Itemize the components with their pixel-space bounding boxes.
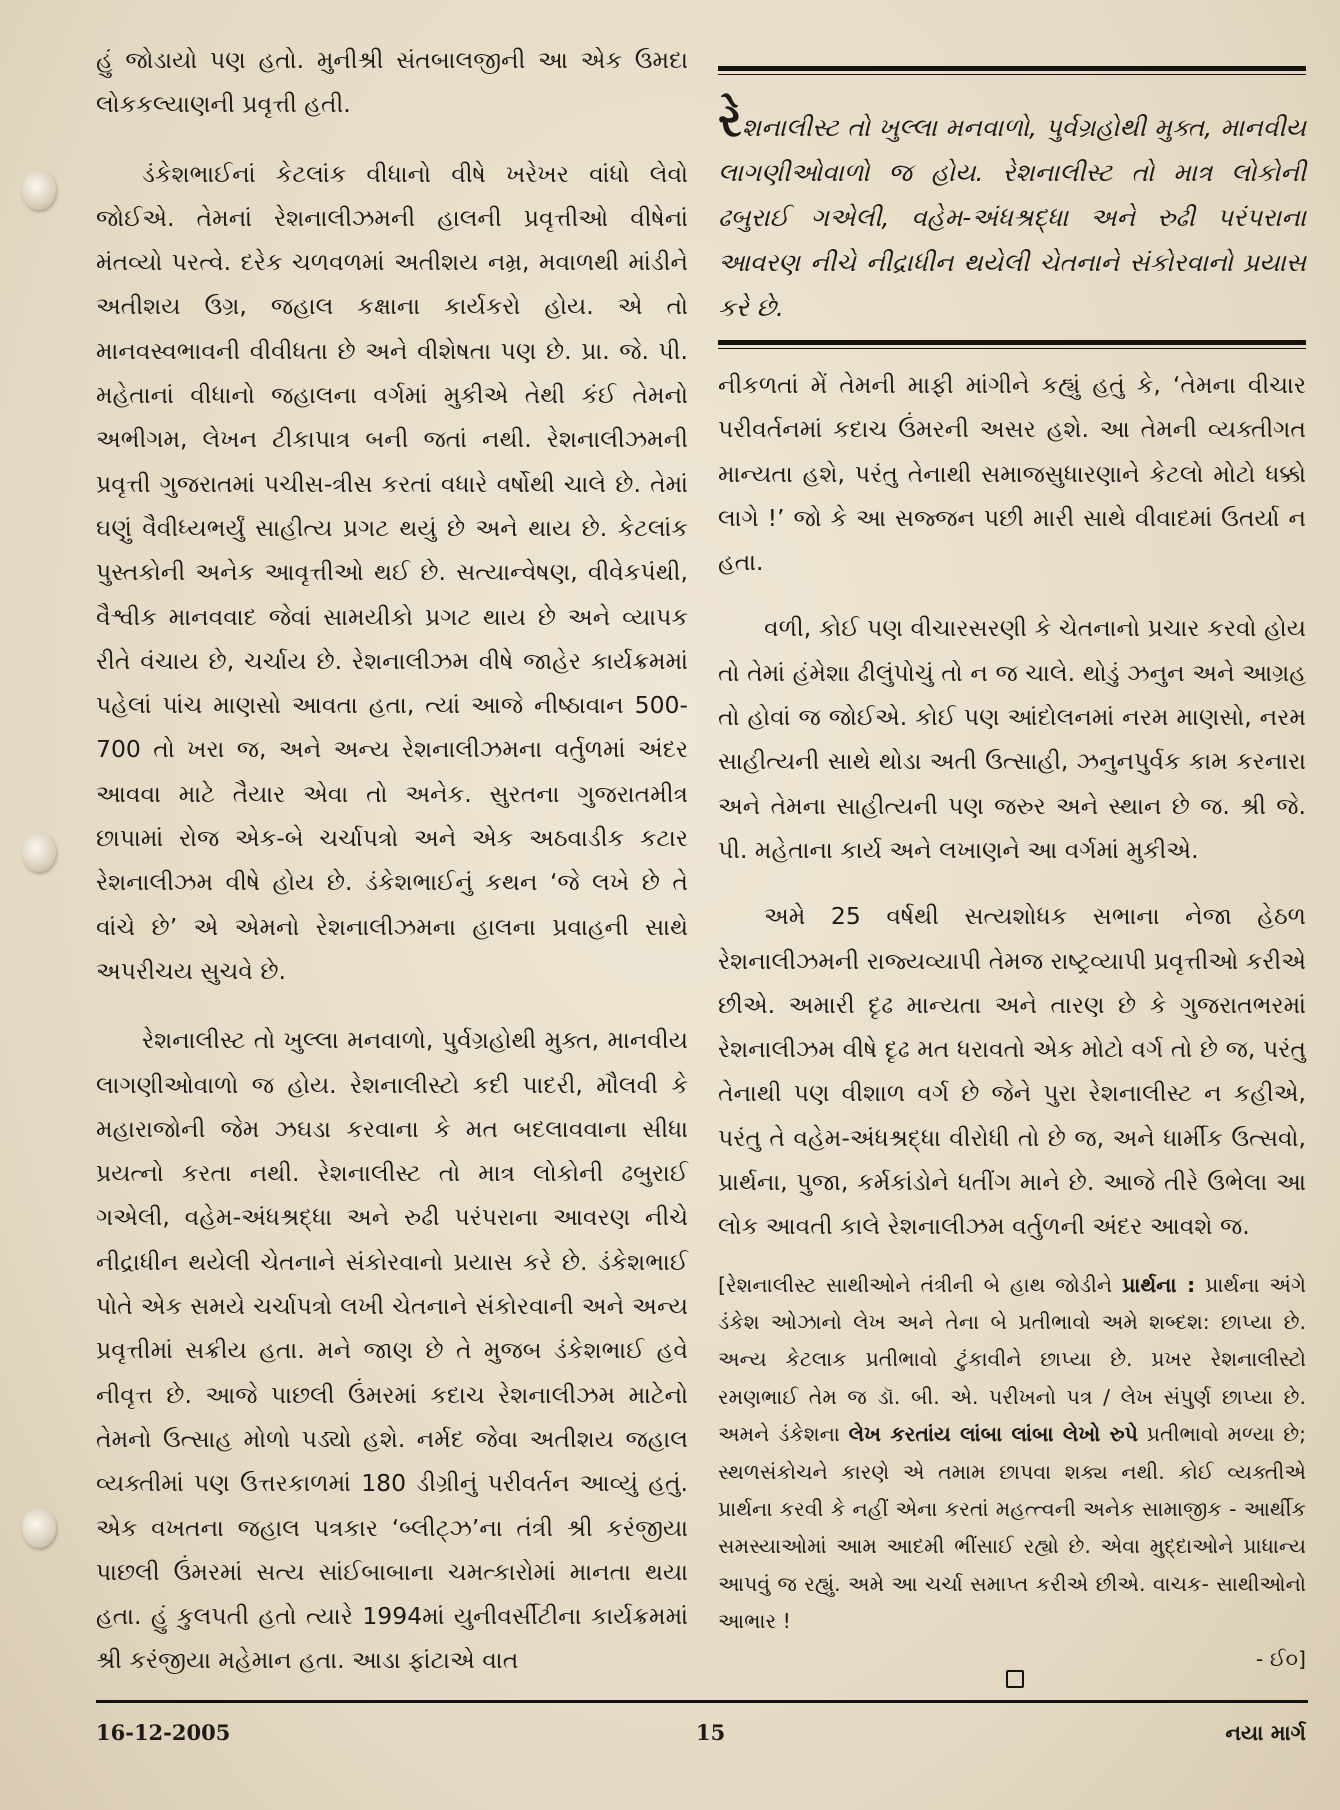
paragraph: રેશનાલીસ્ટ તો ખુલ્લા મનવાળો, પુર્વગ્રહોથી મુક્ત, માનવીય લાગણીઓવાળો જ હોય. રેશનાલીસ્ટો કદી પાદરી, મૌલવી કે મહારાજોની જેમ ઝઘડા કરવાના કે મત બદલાવવાના સીધા પ્રયત્નો કરતા નથી. રેશનાલીસ્ટ તો માત્ર લોકોની ઢબુરાઈ ગએલી, વહેમ-અંધશ્રદ્ધા અને રુઢી પરંપરાના આવરણ નીચે નીદ્રાધીન થયેલી ચેતનાને સંકોરવાનો પ્રયાસ કરે છે. ડંકેશભાઈ પોતે એક સમયે ચર્ચાપત્રો લખી ચેતનાને સંકોરવાની અને અન્ય પ્રવૃત્તીમાં સક્રીય હતા. મને જાણ છે તે મુજબ ડંકેશભાઈ હવે નીવૃત્ત છે. આજે પાછલી ઉંમરમાં કદાચ રેશનાલીઝમ માટેનો તેમનો ઉત્સાહ મોળો પડ્યો હશે. નર્મદ જેવા અતીશય જહાલ વ્યક્તીમાં પણ ઉત્તરકાળમાં 180 ડીગ્રીનું પરીવર્તન આવ્યું હતું. એક વખતના જહાલ પત્રકાર ‘બ્લીટ્ઝ’ના તંત્રી શ્રી કરંજીયા પાછલી ઉંમરમાં સત્ય સાંઈબાબાના ચમત્કારોમાં માનતા થયા હતા. હું કુલપતી હતો ત્યારે 1994માં યુનીવર્સીટીના કાર્યક્રમમાં શ્રી કરંજીયા મહેમાન હતા. આડા ફાંટાએ વાત	[96, 1026, 688, 1675]
note-text: પ્રાર્થના અંગે ડંકેશ ઓઝાનો લેખ અને તેના બે પ્રતીભાવો અમે શબ્દશ: છાપ્યા છે. અન્ય કેટલાક પ્રતીભાવો ટુંકાવીને છાપ્યા છે. પ્રખર રેશનાલીસ્ટો રમણભાઈ તેમ જ ડૉ. બી. એ. પરીખનો પત્ર / લેખ સંપુર્ણ છાપ્યા છે. અમને ડંકેશના	[718, 1272, 1306, 1447]
pull-quote-box	[718, 66, 1306, 349]
punch-hole	[22, 832, 56, 872]
paragraph: હું જોડાયો પણ હતો. મુનીશ્રી સંતબાલજીની આ એક ઉમદા લોકકલ્યાણની પ્રવૃત્તી હતી.	[96, 46, 688, 119]
paragraph: અમે 25 વર્ષથી સત્યશોધક સભાના નેજા હેઠળ રેશનાલીઝમની રાજ્યવ્યાપી તેમજ રાષ્ટ્રવ્યાપી પ્રવૃત્તીઓ કરીએ છીએ. અમારી દૃઢ માન્યતા અને તારણ છે કે ગુજરાતભરમાં રેશનાલીઝમ વીષે દૃઢ મત ધરાવતો એક મોટો વર્ગ તો છે જ, પરંતુ તેનાથી પણ વીશાળ વર્ગ છે જેને પુરા રેશનાલીસ્ટ ન કહીએ, પરંતુ તે વહેમ-અંધશ્રદ્ધા વીરોધી તો છે જ, અને ધાર્મીક ઉત્સવો, પ્રાર્થના, પુજા, કર્મકાંડોને ધતીંગ માને છે. આજે તીરે ઉભેલા આ લોક આવતી કાલે રેશનાલીઝમ વર્તુળની અંદર આવશે જ.	[718, 902, 1306, 1241]
rule	[718, 340, 1306, 345]
note-bold: લેખ કરતાંય લાંબા લાંબા લેખો રુપે	[848, 1422, 1138, 1447]
pull-quote-text: શનાલીસ્ટ તો ખુલ્લા મનવાળો, પુર્વગ્રહોથી મુક્ત, માનવીય લાગણીઓવાળો જ હોય. રેશનાલીસ્ટ તો માત્ર લોકોની ઢબુરાઈ ગએલી, વહેમ-અંધશ્રદ્ધા અને રુઢી પરંપરાના આવરણ નીચે નીદ્રાધીન થયેલી ચેતનાને સંકોરવાનો પ્રયાસ કરે છે.	[718, 113, 1306, 322]
pull-quote	[718, 75, 1306, 340]
rule	[718, 348, 1306, 349]
paragraph: ડંકેશભાઈનાં કેટલાંક વીધાનો વીષે ખરેખર વાંધો લેવો જોઈએ. તેમનાં રેશનાલીઝમની હાલની પ્રવૃત્તીઓ વીષેનાં મંતવ્યો પરત્વે. દરેક ચળવળમાં અતીશય નમ્ર, મવાળથી માંડીને અતીશય ઉગ્ર, જહાલ કક્ષાના કાર્યકરો હોય. એ તો માનવસ્વભાવની વીવીધતા છે અને વીશેષતા પણ છે. પ્રા. જે. પી. મહેતાનાં વીધાનો જહાલના વર્ગમાં મુકીએ તેથી કંઈ તેમનો અભીગમ, લેખન ટીકાપાત્ર બની જતાં નથી. રેશનાલીઝમની પ્રવૃત્તી ગુજરાતમાં પચીસ-ત્રીસ કરતાં વધારે વર્ષોથી ચાલે છે. તેમાં ઘણું વૈવીધ્યભર્યું સાહીત્ય પ્રગટ થયું છે અને થાય છે. કેટલાંક પુસ્તકોની અનેક આવૃત્તીઓ થઈ છે. સત્યાન્વેષણ, વીવેકપંથી, વૈશ્વીક માનવવાદ જેવાં સામયીકો પ્રગટ થાય છે અને વ્યાપક રીતે વંચાય છે, ચર્ચાય છે. રેશનાલીઝમ વીષે જાહેર કાર્યક્રમમાં પહેલાં પાંચ માણસો આવતા હતા, ત્યાં આજે નીષ્ઠાવાન 500-700 તો ખરા જ, અને અન્ય રેશનાલીઝમના વર્તુળમાં અંદર આવવા માટે તૈયાર એવા તો અનેક. સુરતના ગુજરાતમીત્ર છાપામાં રોજ એક-બે ચર્ચાપત્રો અને એક અઠવાડીક કટાર રેશનાલીઝમ વીષે હોય છે. ડંકેશભાઈનું કથન ‘જે લખે છે તે વાંચે છે’ એ એમનો રેશનાલીઝમના હાલના પ્રવાહની સાથે અપરીચય સુચવે છે.	[96, 159, 688, 985]
end-mark-icon	[1006, 1670, 1024, 1688]
note-text: પ્રતીભાવો મળ્યા છે; સ્થળસંકોચને કારણે એ તમામ છાપવા શક્ય નથી. કોઈ વ્યક્તીએ પ્રાર્થના કરવી કે નહીં એના કરતાં મહત્ત્વની અનેક સામાજીક - આર્થીક સમસ્યાઓમાં આમ આદમી ભીંસાઈ રહ્યો છે. એવા મુદ્દાઓને પ્રાધાન્ય આપવું જ રહ્યું. અમે આ ચર્ચા સમાપ્ત કરીએ છીએ. વાચક- સાથીઓનો આભાર !	[718, 1422, 1306, 1634]
note-bold: પ્રાર્થના :	[1122, 1272, 1196, 1297]
left-column	[96, 38, 688, 1683]
punch-hole	[22, 170, 56, 210]
paragraph: નીકળતાં મેં તેમની માફી માંગીને કહ્યું હતું કે, ‘તેમના વીચાર પરીવર્તનમાં કદાચ ઉંમરની અસર હશે. આ તેમની વ્યક્તીગત માન્યતા હશે, પરંતુ તેનાથી સમાજસુધારણાને કેટલો મોટો ધક્કો લાગે !’ જો કે આ સજ્જન પછી મારી સાથે વીવાદમાં ઉતર્યા ન હતા.	[718, 371, 1306, 577]
note-text: [રેશનાલીસ્ટ સાથીઓને તંત્રીની બે હાથ જોડીને	[718, 1272, 1123, 1297]
note-signature: - ઈ૦]	[1255, 1646, 1306, 1671]
rule	[718, 66, 1306, 71]
page-number: 15	[696, 1720, 726, 1745]
editor-note	[718, 1267, 1306, 1678]
footer-rule	[96, 1700, 1308, 1703]
paragraph: વળી, કોઈ પણ વીચારસરણી કે ચેતનાનો પ્રચાર કરવો હોય તો તેમાં હંમેશા ઢીલુંપોચું તો ન જ ચાલે. થોડું ઝનુન અને આગ્રહ તો હોવાં જ જોઈએ. કોઈ પણ આંદોલનમાં નરમ માણસો, નરમ સાહીત્યની સાથે થોડા અતી ઉત્સાહી, ઝનુનપુર્વક કામ કરનારા અને તેમના સાહીત્યની પણ જરુર અને સ્થાન છે જ. શ્રી જે. પી. મહેતાના કાર્ય અને લખાણને આ વર્ગમાં મુકીએ.	[718, 614, 1306, 864]
right-column	[718, 0, 1306, 1678]
drop-cap: રે	[718, 93, 742, 147]
punch-hole	[22, 1508, 56, 1548]
footer-date: 16-12-2005	[96, 1720, 231, 1745]
magazine-name: નયા માર્ગ	[1225, 1720, 1306, 1745]
